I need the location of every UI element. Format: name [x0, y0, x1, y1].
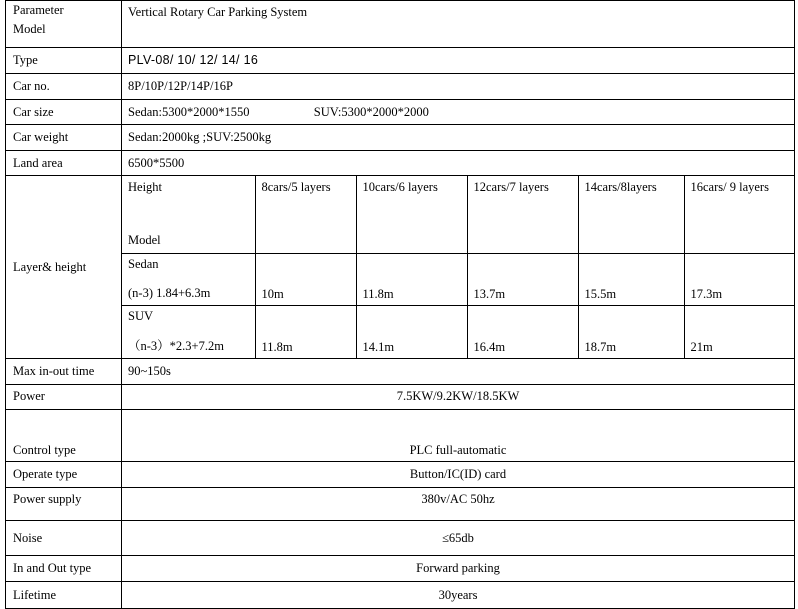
car-size-label: Car size	[6, 99, 122, 125]
sedan-formula: (n-3) 1.84+6.3m	[128, 286, 211, 301]
suv-value: 18.7m	[578, 306, 684, 358]
power-label: Power	[6, 384, 122, 410]
layer-corner-model: Model	[128, 233, 161, 248]
layer-col-header: 14cars/8layers	[578, 176, 684, 254]
header-label-model: Model	[13, 22, 46, 36]
header-label-cell	[6, 1, 122, 48]
noise-label: Noise	[6, 521, 122, 556]
suv-model-cell	[122, 306, 255, 358]
in-out-type-row	[6, 555, 795, 582]
suv-formula: （n-3）*2.3+7.2m	[128, 339, 224, 354]
type-label: Type	[6, 47, 122, 74]
lifetime-row	[6, 582, 795, 609]
max-inout-row	[6, 359, 795, 385]
sedan-model-name: Sedan	[128, 257, 159, 272]
header-row	[6, 1, 795, 48]
car-weight-value: Sedan:2000kg ;SUV:2500kg	[122, 125, 795, 151]
lifetime-label: Lifetime	[6, 582, 122, 609]
sedan-value: 11.8m	[356, 254, 467, 306]
power-row	[6, 384, 795, 410]
sedan-row	[122, 254, 795, 306]
car-no-value: 8P/10P/12P/14P/16P	[122, 74, 795, 100]
layer-col-header: 8cars/5 layers	[255, 176, 356, 254]
sedan-value: 10m	[255, 254, 356, 306]
sedan-value: 17.3m	[684, 254, 795, 306]
noise-row	[6, 521, 795, 556]
operate-type-label: Operate type	[6, 462, 122, 488]
header-value: Vertical Rotary Car Parking System	[122, 1, 795, 48]
in-out-type-label: In and Out type	[6, 555, 122, 582]
type-value-text: PLV-08/ 10/ 12/ 14/ 16	[128, 53, 259, 68]
land-area-label: Land area	[6, 150, 122, 176]
power-supply-row	[6, 487, 795, 521]
sedan-value: 15.5m	[578, 254, 684, 306]
in-out-type-value: Forward parking	[122, 555, 795, 582]
header-label-parameter: Parameter	[13, 3, 64, 17]
sedan-value: 13.7m	[467, 254, 578, 306]
car-size-sedan: Sedan:5300*2000*1550	[128, 104, 250, 119]
car-weight-row	[6, 125, 795, 151]
layer-height-label: Layer& height	[6, 176, 122, 359]
power-supply-value: 380v/AC 50hz	[122, 487, 795, 521]
layer-height-row	[6, 176, 795, 359]
suv-row	[122, 306, 795, 358]
lifetime-value: 30years	[122, 582, 795, 609]
power-supply-label: Power supply	[6, 487, 122, 521]
car-no-label: Car no.	[6, 74, 122, 100]
sedan-model-cell	[122, 254, 255, 306]
control-type-label: Control type	[6, 410, 122, 462]
car-size-suv: SUV:5300*2000*2000	[313, 104, 429, 119]
car-size-row	[6, 99, 795, 125]
spec-table	[5, 0, 795, 609]
suv-value: 21m	[684, 306, 795, 358]
power-value: 7.5KW/9.2KW/18.5KW	[122, 384, 795, 410]
layer-col-header: 16cars/ 9 layers	[684, 176, 795, 254]
suv-model-name: SUV	[128, 309, 154, 324]
suv-value: 11.8m	[255, 306, 356, 358]
layer-height-grid	[122, 176, 795, 358]
max-inout-value: 90~150s	[122, 359, 795, 385]
layer-height-grid-cell	[122, 176, 795, 359]
car-no-row	[6, 74, 795, 100]
car-weight-label: Car weight	[6, 125, 122, 151]
layer-col-header: 12cars/7 layers	[467, 176, 578, 254]
suv-value: 14.1m	[356, 306, 467, 358]
layer-col-header: 10cars/6 layers	[356, 176, 467, 254]
layer-corner-height: Height	[128, 180, 163, 195]
layer-corner-cell	[122, 176, 255, 254]
land-area-value: 6500*5500	[122, 150, 795, 176]
layer-header-row	[122, 176, 795, 254]
type-row	[6, 47, 795, 74]
land-area-row	[6, 150, 795, 176]
suv-value: 16.4m	[467, 306, 578, 358]
noise-value: ≤65db	[122, 521, 795, 556]
operate-type-row	[6, 462, 795, 488]
control-type-value: PLC full-automatic	[122, 410, 795, 462]
car-size-value	[122, 99, 795, 125]
type-value	[122, 47, 795, 74]
control-type-row	[6, 410, 795, 462]
operate-type-value: Button/IC(ID) card	[122, 462, 795, 488]
max-inout-label: Max in-out time	[6, 359, 122, 385]
